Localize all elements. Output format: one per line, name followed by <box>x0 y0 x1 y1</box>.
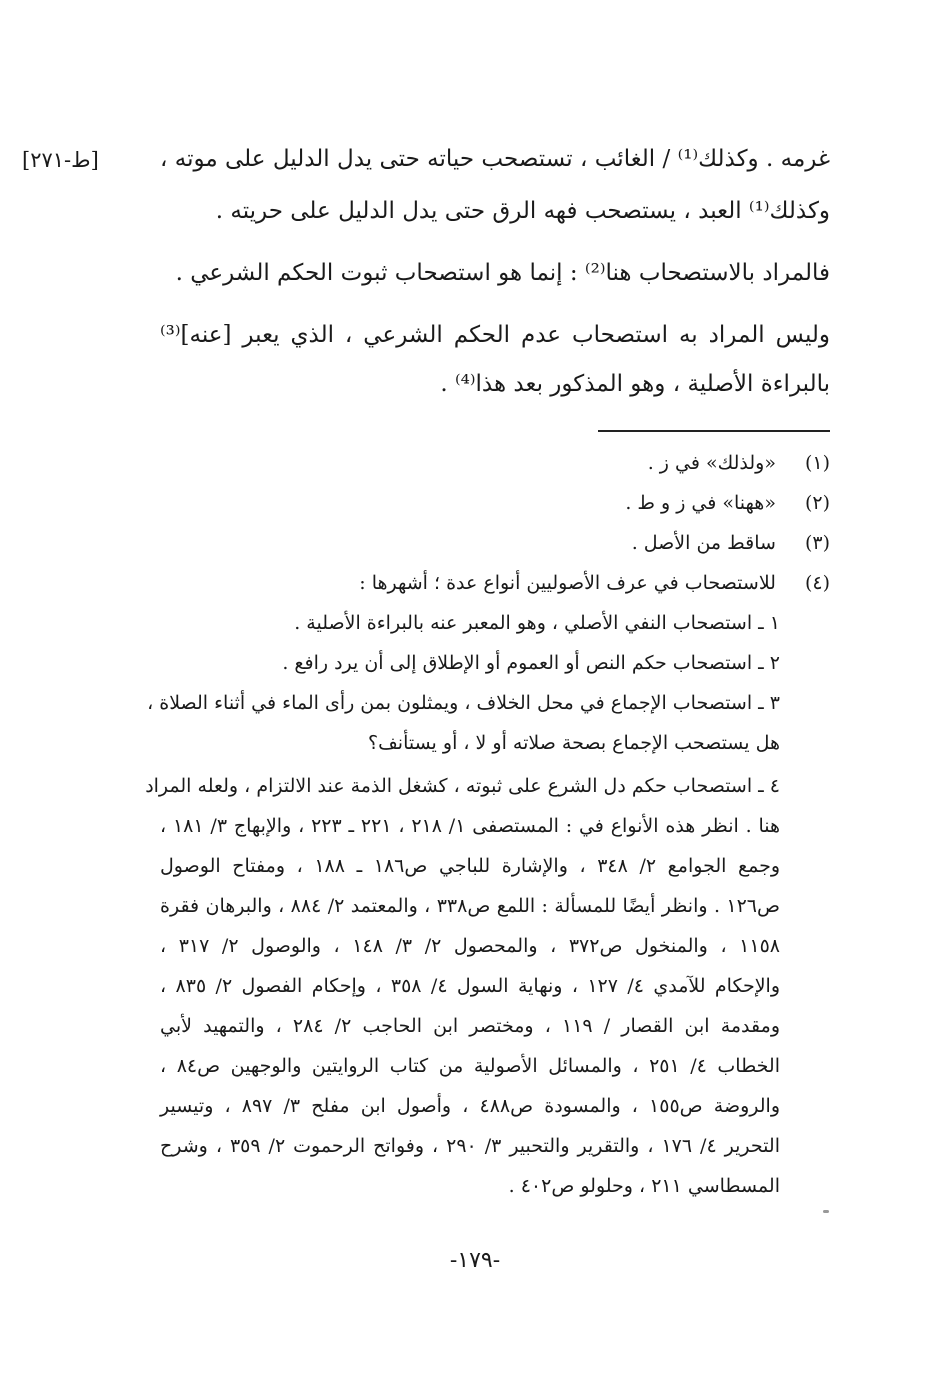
footnote-line: ١١٥٨ ، والمنخول ص٣٧٢ ، والمحصول ٢/ ٣/ ١٤٨ ، والوصول ٢/ ٣١٧ ، <box>160 935 780 957</box>
footnote-line: التحرير ٤/ ١٧٦ ، والتقرير والتحبير ٣/ ٢٩٠ ، وفواتح الرحموت ٢/ ٣٥٩ ، وشرح <box>160 1135 780 1157</box>
page-number: -١٧٩- <box>449 1248 501 1273</box>
footnote-line: الخطاب ٤/ ٢٥١ ، والمسائل الأصولية من كتاب الروايتين والوجهين ص٨٤ ، <box>160 1055 780 1077</box>
footnote-line: هنا . انظر هذه الأنواع في : المستصفى ١/ ٢١٨ ، ٢٢١ ـ ٢٢٣ ، والإبهاج ٣/ ١٨١ ، <box>160 815 781 837</box>
footnote-item <box>632 532 830 554</box>
footnote-text: «ههنا» في ز و ط . <box>625 492 776 514</box>
footnote-text: ساقط من الأصل . <box>631 532 776 554</box>
footnote-line: ومقدمة ابن القصار / ١١٩ ، ومختصر ابن الحاجب ٢/ ٢٨٤ ، والتمهيد لأبي <box>160 1015 780 1037</box>
footnote-line: ٣ ـ استصحاب الإجماع في محل الخلاف ، ويمثلون بمن رأى الماء في أثناء الصلاة ، <box>147 692 780 714</box>
footnote-line: ص١٢٦ . وانظر أيضًا للمسألة : اللمع ص٣٣٨ ، والمعتمد ٢/ ٨٨٤ ، والبرهان فقرة <box>160 895 780 917</box>
footnote-line: هل يستصحب الإجماع بصحة صلاته أو لا ، أو يستأنف؟ <box>368 732 780 754</box>
footnote-number: (٢) <box>804 492 830 514</box>
scan-mark <box>823 1210 829 1213</box>
footnote-line: والإحكام للآمدي ٤/ ١٢٧ ، ونهاية السول ٤/ ٣٥٨ ، وإحكام الفصول ٢/ ٨٣٥ ، <box>160 975 780 997</box>
main-text-line: وليس المراد به استصحاب عدم الحكم الشرعي ، الذي يعبر [عنه]⁽³⁾ <box>160 322 830 348</box>
footnote-line: المسطاسي ٢١١ ، وحلولو ص٤٠٢ . <box>508 1175 780 1197</box>
main-text-line: غرمه . وكذلك⁽¹⁾ / الغائب ، تستصحب حياته حتى يدل الدليل على موته ، <box>160 146 830 172</box>
main-text-line: بالبراءة الأصلية ، وهو المذكور بعد هذا⁽⁴⁾ . <box>440 371 830 397</box>
footnote-text: «ولذلك» في ز . <box>647 452 776 474</box>
margin-manuscript-reference: [ط-٢٧١] <box>22 148 99 172</box>
footnote-line: ٢ ـ استصحاب حكم النص أو العموم أو الإطلاق إلى أن يرد رافع . <box>282 652 780 674</box>
footnote-line: وجمع الجوامع ٢/ ٣٤٨ ، والإشارة للباجي ص١٨٦ ـ ١٨٨ ، ومفتاح الوصول <box>160 855 781 877</box>
footnote-text: للاستصحاب في عرف الأصوليين أنواع عدة ؛ أشهرها : <box>359 572 776 594</box>
footnote-line: ١ ـ استصحاب النفي الأصلي ، وهو المعبر عنه بالبراءة الأصلية . <box>294 612 780 634</box>
footnote-item <box>359 572 830 594</box>
footnote-separator <box>598 430 830 432</box>
footnote-line: ٤ ـ استصحاب حكم دل الشرع على ثبوته ، كشغل الذمة عند الالتزام ، ولعله المراد <box>145 775 780 797</box>
footnote-number: (٤) <box>804 572 830 594</box>
footnote-line: والروضة ص١٥٥ ، والمسودة ص٤٨٨ ، وأصول ابن مفلح ٣/ ٨٩٧ ، وتيسير <box>160 1095 780 1117</box>
main-text-line: وكذلك⁽¹⁾ العبد ، يستصحب فهه الرق حتى يدل الدليل على حريته . <box>215 198 830 224</box>
footnote-number: (١) <box>804 452 830 474</box>
main-text-line: فالمراد بالاستصحاب هنا⁽²⁾ : إنما هو استصحاب ثبوت الحكم الشرعي . <box>175 260 830 286</box>
footnote-item <box>648 452 830 474</box>
footnote-number: (٣) <box>804 532 830 554</box>
footnote-item <box>625 492 830 514</box>
